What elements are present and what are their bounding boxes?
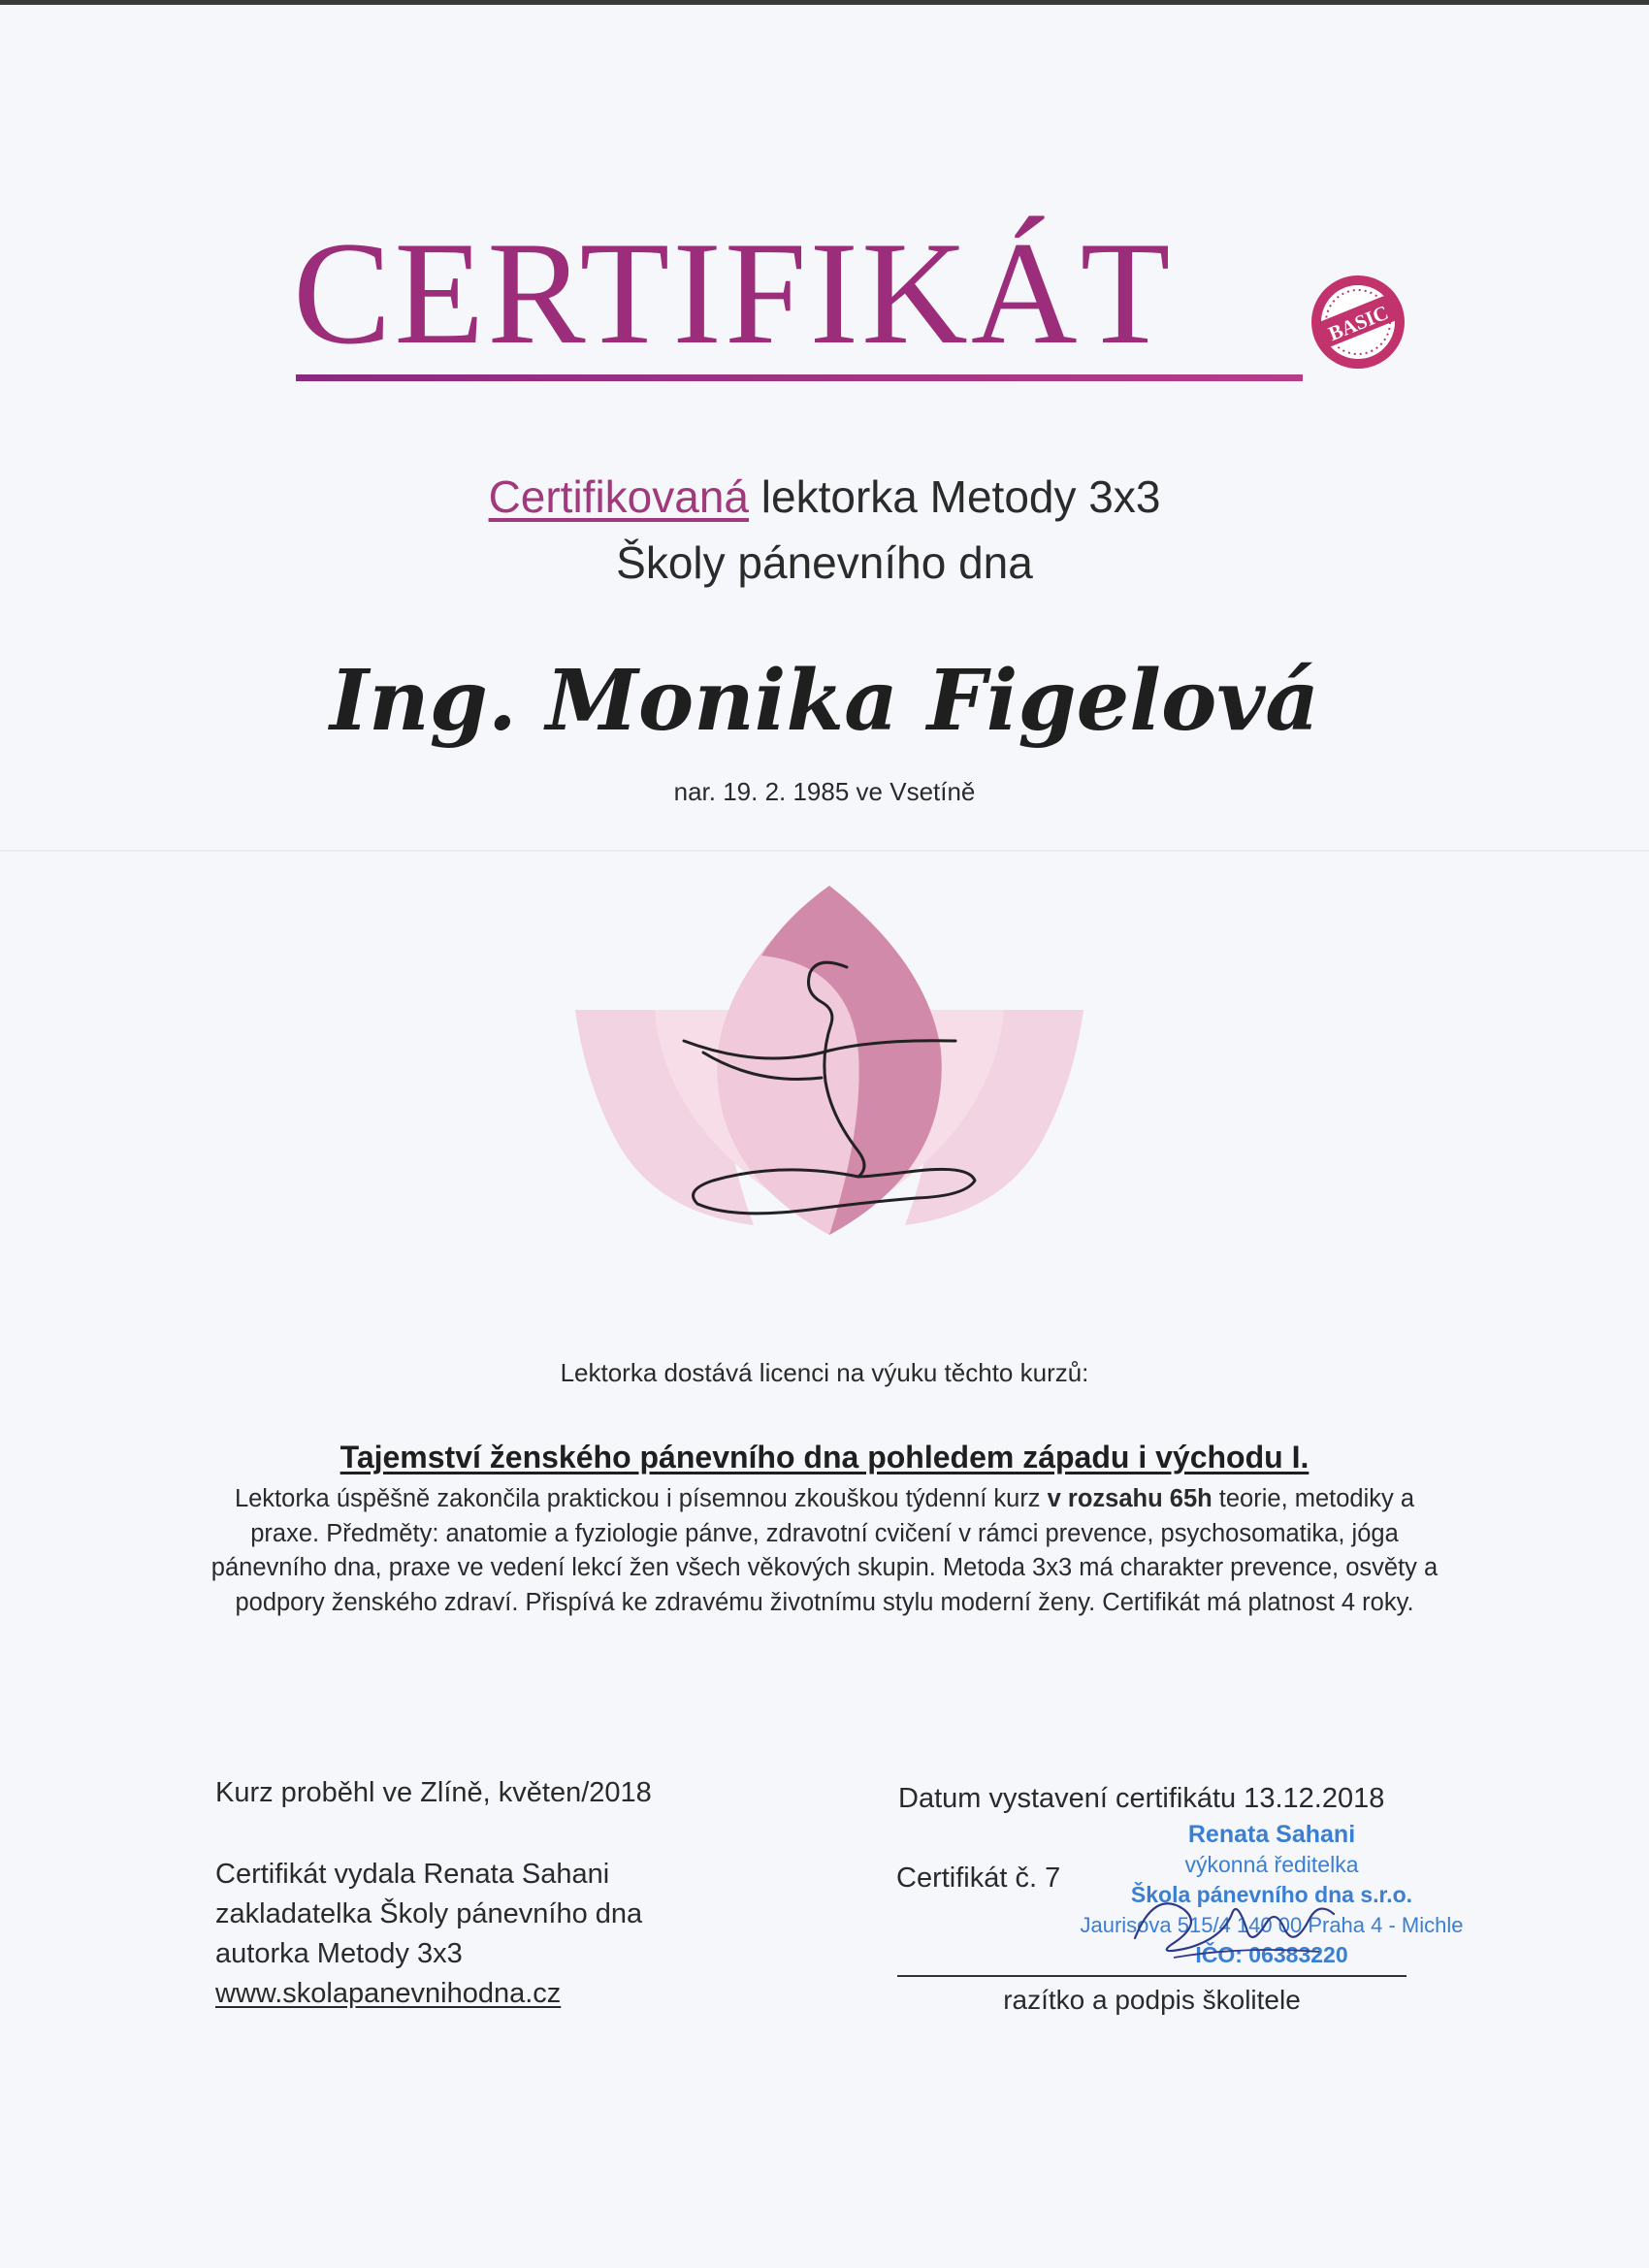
course-description — [209, 1482, 1440, 1620]
subtitle-line-1 — [291, 470, 1358, 524]
signature-line — [897, 1975, 1406, 1977]
subtitle-rest: lektorka Metody 3x3 — [749, 471, 1161, 522]
signature-label: razítko a podpis školitele — [1003, 1985, 1301, 2015]
lotus-yoga-logo-icon — [567, 878, 1091, 1256]
subtitle-accent: Certifikovaná — [488, 471, 750, 522]
stamp-company: Škola pánevního dna s.r.o. — [1130, 1882, 1413, 1907]
certificate-number: Certifikát č. 7 — [896, 1863, 1061, 1894]
course-text-bold: v rozsahu 65h — [1047, 1485, 1212, 1512]
course-title: Tajemství ženského pánevního dna pohledem západu i východu I. — [340, 1440, 1310, 1474]
issuer-line-1: Certifikát vydala Renata Sahani — [215, 1859, 610, 1890]
issuer-line-3: autorka Metody 3x3 — [215, 1938, 463, 1969]
paper-fold-line — [0, 850, 1649, 852]
stamp-name: Renata Sahani — [1187, 1821, 1356, 1848]
stamp-ico: IČO: 06383220 — [1195, 1942, 1348, 1967]
issue-date: Datum vystavení certifikátu 13.12.2018 — [898, 1783, 1385, 1814]
subtitle-line-2: Školy pánevního dna — [616, 537, 1033, 588]
handwritten-signature-icon — [1116, 1870, 1358, 1977]
scan-top-edge — [0, 0, 1649, 5]
stamp-address: Jaurisova 515/4 140 00 Praha 4 - Michle — [1080, 1913, 1464, 1937]
issuer-block — [215, 1855, 642, 2014]
course-text-2: teorie, metodiky a praxe. Předměty: anatomie a fyziologie pánve, zdravotní cvičení v rámci prevence, psychosomatika, jóga pánevního dna, praxe ve vedení lekcí žen všech věkových skupin. Metoda 3x3 má charakter prevence, osvěty a podpory ženského zdraví. Přispívá ke zdravému životnímu stylu moderní ženy. Certifikát má platnost 4 roky. — [210, 1485, 1439, 1616]
holder-name: Ing. Monika Figelová — [329, 652, 1320, 750]
issuer-line-2: zakladatelka Školy pánevního dna — [215, 1898, 643, 1929]
stamp-role: výkonná ředitelka — [1184, 1852, 1359, 1877]
course-text-1: Lektorka úspěšně zakončila praktickou i písemnou zkouškou týdenní kurz — [234, 1485, 1048, 1512]
badge-label: BASIC — [1325, 300, 1392, 346]
certificate-title: CERTIFIKÁT — [293, 211, 1174, 374]
license-intro: Lektorka dostává licenci na výuku těchto kurzů: — [560, 1358, 1089, 1387]
title-underline — [296, 374, 1303, 381]
course-place: Kurz proběhl ve Zlíně, květen/2018 — [215, 1777, 652, 1808]
basic-badge-icon — [1308, 272, 1408, 373]
birth-info: nar. 19. 2. 1985 ve Vsetíně — [673, 777, 976, 806]
website-link[interactable]: www.skolapanevnihodna.cz — [215, 1978, 562, 2009]
